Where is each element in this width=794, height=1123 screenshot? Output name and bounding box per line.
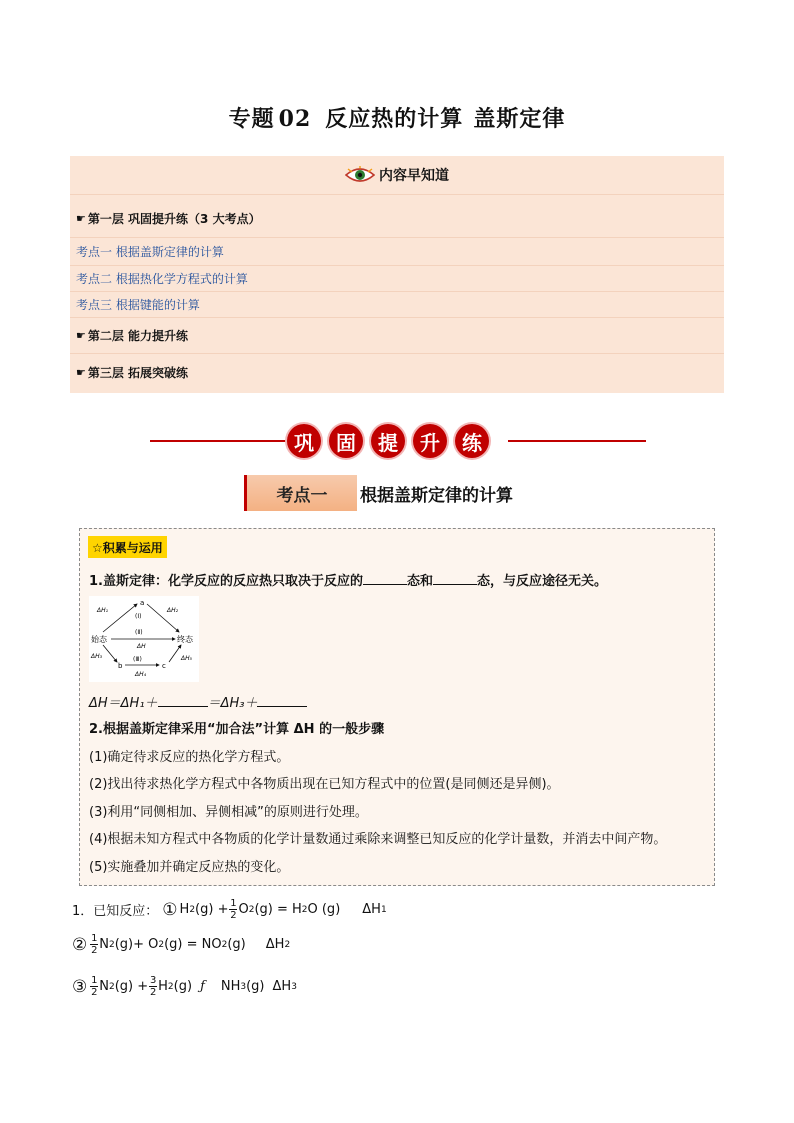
toc-point-2[interactable] [70,266,724,292]
enthalpy-symbol: ΔH [265,937,285,952]
banner-char: 巩 [287,424,321,458]
reaction-number: ② [72,934,88,955]
toc-level-2[interactable] [70,318,724,354]
banner-char: 升 [413,424,447,458]
toc-level-3[interactable] [70,354,724,390]
equation-part-2: ＝ΔH₃＋ [207,696,258,711]
step-item: (4)根据未知方程式中各物质的化学计量数通过乘除来调整已知反应的化学计量数，并消去中间产物。 [89,832,667,847]
diagram-dh4: ΔH₄ [135,671,147,678]
banner-line-left [150,440,287,442]
subscript: 3 [291,981,297,992]
subscript: 2 [248,904,255,915]
enthalpy-symbol: ΔH [272,979,292,994]
equation-part-1: ΔH＝ΔH₁＋ [89,696,158,711]
formula-text: (g) = NO [164,937,222,952]
toc-point-3-label: 考点三 根据键能的计算 [76,298,200,312]
banner-char: 练 [455,424,489,458]
question-1-reaction-2 [72,933,290,956]
blank-line [363,572,407,585]
reaction-number: ① [162,899,178,920]
contents-heading-label: 内容早知道 [379,168,449,184]
law-text-2: 态和 [406,574,433,589]
blank-line [257,694,307,707]
numerator: 1 [91,933,98,944]
formula-text: H [158,979,168,994]
formula-text: (g) + [114,979,149,994]
law-text-3: 态，与反应途径无关。 [477,574,608,589]
diagram-path2: (Ⅱ) [135,629,143,636]
section-tag: 考点一 [244,475,357,511]
diagram-dh5: ΔH₅ [181,655,193,662]
hess-law-statement [89,570,607,589]
subscript: 2 [158,939,165,950]
banner-char: 固 [329,424,363,458]
fraction [229,898,237,921]
denominator: 2 [91,987,98,998]
formula-text: (g) [227,937,246,952]
law-text-1: 1.盖斯定律：化学反应的反应热只取决于反应的 [89,574,363,589]
eye-icon [345,166,375,184]
title-number: 02 [278,106,312,132]
diagram-path1: (Ⅰ) [135,613,142,620]
subscript: 2 [189,904,196,915]
subscript: 2 [301,904,308,915]
diagram-path3: (Ⅲ) [133,656,142,663]
diagram-c: c [162,662,166,670]
blank-line [158,694,208,707]
question-intro: 1．已知反应： [72,904,159,919]
formula-text: O [238,902,249,917]
diagram-dh3: ΔH₃ [91,653,103,660]
hess-equation [89,692,307,711]
step-item: (3)利用“同侧相加、异侧相减”的原则进行处理。 [89,805,368,820]
formula-text: (g) = H [254,902,302,917]
toc-level-1-label: 第一层 巩固提升练（3 大考点） [87,212,261,226]
blank-line [433,572,477,585]
fraction [90,975,98,998]
numerator: 3 [149,975,157,986]
formula-text: N [99,979,109,994]
toc-point-3[interactable] [70,292,724,318]
diagram-dh1: ΔH₁ [97,607,109,614]
knowledge-tag: ☆积累与运用 [88,536,167,558]
reaction-number: ③ [72,976,88,997]
subscript: 2 [284,939,291,950]
title-prefix: 专题 [228,107,275,132]
subscript: 2 [108,939,115,950]
numerator: 1 [91,975,98,986]
diagram-b: b [118,662,123,670]
formula-text: H [179,902,190,917]
formula-text: N [99,937,109,952]
subscript: 3 [240,981,247,992]
fraction [90,933,98,956]
formula-text: O (g) [307,902,341,917]
contents-heading [70,156,724,195]
steps-title: 2.根据盖斯定律采用“加合法”计算 ΔH 的一般步骤 [89,722,385,737]
section-title: 根据盖斯定律的计算 [360,486,513,506]
formula-text: (g) [173,979,193,994]
denominator: 2 [230,910,237,921]
denominator: 2 [91,945,98,956]
step-item: (2)找出待求热化学方程式中各物质出现在已知方程式中的位置(是同侧还是异侧)。 [89,777,560,792]
pointing-hand-icon: ☛ [76,212,86,225]
banner-line-right [508,440,646,442]
diagram-start: 始态 [91,635,107,644]
contents-box [70,156,724,393]
subscript: 2 [167,981,174,992]
fraction [149,975,157,998]
page-title [0,102,794,133]
question-1-reaction-3 [72,975,297,998]
formula-text: (g) + [195,902,229,917]
banner-char: 提 [371,424,405,458]
step-item: (5)实施叠加并确定反应热的变化。 [89,860,290,875]
numerator: 1 [230,898,237,909]
subscript: 1 [380,904,387,915]
diagram-dh2: ΔH₂ [167,607,179,614]
toc-point-1-label: 考点一 根据盖斯定律的计算 [76,245,224,259]
subscript: 2 [108,981,115,992]
hess-law-diagram [89,596,199,682]
diagram-dh: ΔH [137,643,146,650]
formula-text: (g)+ O [114,937,159,952]
question-1-reaction-1 [72,898,387,921]
diagram-end: 终态 [177,635,193,644]
title-sub: 盖斯定律 [473,107,566,132]
toc-level-2-label: 第二层 能力提升练 [87,329,189,343]
subscript: 2 [221,939,228,950]
diagram-a: a [140,599,145,607]
toc-level-1[interactable] [70,200,724,238]
formula-text: (g) [246,979,265,994]
step-item: (1)确定待求反应的热化学方程式。 [89,750,290,765]
enthalpy-symbol: ΔH [362,902,381,917]
equilibrium-arrow-icon: ƒ [200,979,205,994]
pointing-hand-icon: ☛ [76,365,86,379]
toc-point-2-label: 考点二 根据热化学方程式的计算 [76,272,248,286]
toc-level-3-label: 第三层 拓展突破练 [87,365,189,380]
title-main: 反应热的计算 [325,107,464,132]
denominator: 2 [149,987,157,998]
toc-point-1[interactable] [70,238,724,266]
section-banner [287,424,489,458]
formula-text: NH [220,979,241,994]
pointing-hand-icon: ☛ [76,329,86,342]
